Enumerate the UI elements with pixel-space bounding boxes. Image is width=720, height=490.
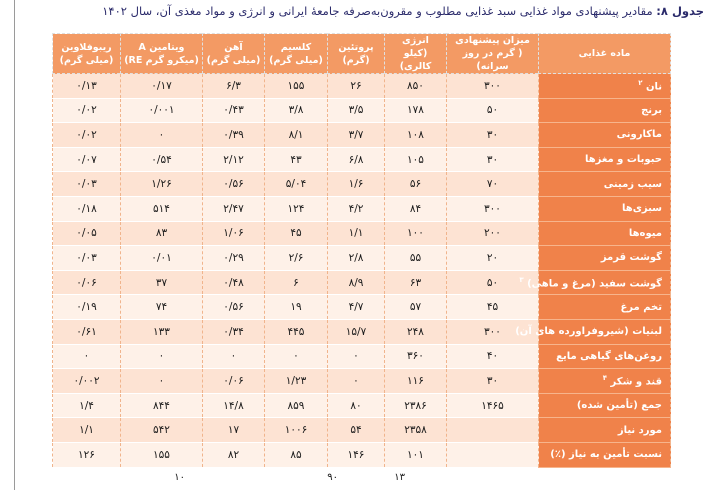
caption-text: مقادیر پیشنهادی مواد غذایی سبد غذایی مطلوب و مقرون‌به‌صرفه جامعهٔ ایرانی و انرژی و مواد مغذی آن، سال ۱۴۰۲	[102, 4, 657, 18]
iron-cell: ۰/۴۳	[203, 98, 265, 123]
food-name-cell: جمع (تأمین شده)	[539, 393, 671, 418]
calcium-cell: ۸۵۹	[265, 393, 328, 418]
header-iron: آهن (میلی گرم)	[203, 34, 265, 74]
header-row	[53, 34, 671, 74]
amount-cell	[447, 442, 539, 467]
iron-cell: ۰/۵۶	[203, 172, 265, 197]
food-name-cell: روغن‌های گیاهی مایع	[539, 344, 671, 369]
energy-cell: ۱۰۵	[385, 147, 447, 172]
food-name-cell: سبزی‌ها	[539, 196, 671, 221]
vitamin-a-cell: ۵۴۲	[121, 418, 203, 443]
table-row	[53, 196, 671, 221]
iron-cell: ۸۲	[203, 442, 265, 467]
vitamin-a-cell: ۰/۱۷	[121, 74, 203, 99]
iron-cell: ۰	[203, 344, 265, 369]
caption-label: جدول ۸:	[656, 4, 704, 18]
vitamin-a-cell: ۸۳	[121, 221, 203, 246]
riboflavin-cell: ۰/۰۲	[53, 98, 121, 123]
food-name-cell: مورد نیاز	[539, 418, 671, 443]
vitamin-a-cell: ۰/۰۱	[121, 246, 203, 271]
protein-cell: ۶/۸	[328, 147, 385, 172]
protein-cell: ۸/۹	[328, 270, 385, 295]
vitamin-a-cell: ۰	[121, 369, 203, 394]
calcium-cell: ۱۵۵	[265, 74, 328, 99]
food-name-cell: میوه‌ها	[539, 221, 671, 246]
calcium-cell: ۴۵	[265, 221, 328, 246]
energy-cell: ۸۵۰	[385, 74, 447, 99]
vitamin-a-cell: ۰	[121, 123, 203, 148]
protein-cell: ۱۴۶	[328, 442, 385, 467]
food-name-cell: گوشت سفید (مرغ و ماهی) $^۳$	[539, 270, 671, 295]
protein-cell: ۱/۱	[328, 221, 385, 246]
protein-cell: ۸۰	[328, 393, 385, 418]
riboflavin-cell: ۰/۱۸	[53, 196, 121, 221]
table-row	[53, 393, 671, 418]
calcium-cell: ۱/۲۳	[265, 369, 328, 394]
amount-cell: ۱۴۶۵	[447, 393, 539, 418]
header-riboflavin: ریبوفلاوین (میلی گرم)	[53, 34, 121, 74]
cutoff-row	[52, 470, 670, 490]
table-row	[53, 172, 671, 197]
table-row	[53, 147, 671, 172]
food-name-cell: تخم مرغ	[539, 295, 671, 320]
food-name-cell: نسبت تأمین به نیاز (٪)	[539, 442, 671, 467]
riboflavin-cell: ۰/۱۹	[53, 295, 121, 320]
amount-cell: ۴۰	[447, 344, 539, 369]
riboflavin-cell: ۰/۰۷	[53, 147, 121, 172]
amount-cell: ۷۰	[447, 172, 539, 197]
table-row	[53, 123, 671, 148]
vitamin-a-cell: ۱۵۵	[121, 442, 203, 467]
calcium-cell: ۴۳	[265, 147, 328, 172]
cutoff-vitamin-a: ۱۰	[174, 472, 185, 483]
protein-cell: ۴/۲	[328, 196, 385, 221]
vitamin-a-cell: ۰/۵۴	[121, 147, 203, 172]
table-row	[53, 221, 671, 246]
energy-cell: ۱۰۸	[385, 123, 447, 148]
iron-cell: ۰/۰۶	[203, 369, 265, 394]
table-row	[53, 418, 671, 443]
nutrition-table	[52, 33, 671, 468]
vitamin-a-cell: ۰	[121, 344, 203, 369]
iron-cell: ۰/۳۹	[203, 123, 265, 148]
iron-cell: ۱۷	[203, 418, 265, 443]
amount-cell: ۲۰	[447, 246, 539, 271]
food-name-cell: لبنیات (شیروفراورده های آن)	[539, 319, 671, 344]
nutrition-table-container	[52, 33, 670, 468]
cutoff-protein: ۱۳	[394, 472, 405, 483]
vitamin-a-cell: ۰/۰۰۱	[121, 98, 203, 123]
protein-cell: ۵۴	[328, 418, 385, 443]
energy-cell: ۵۵	[385, 246, 447, 271]
protein-cell: ۰	[328, 344, 385, 369]
amount-cell: ۵۰	[447, 98, 539, 123]
calcium-cell: ۱۲۴	[265, 196, 328, 221]
energy-cell: ۸۴	[385, 196, 447, 221]
cutoff-calcium: ۹۰	[327, 472, 338, 483]
food-name-cell: گوشت قرمز	[539, 246, 671, 271]
riboflavin-cell: ۰/۶۱	[53, 319, 121, 344]
vitamin-a-cell: ۸۴۴	[121, 393, 203, 418]
amount-cell: ۳۰	[447, 123, 539, 148]
table-caption	[20, 4, 704, 18]
calcium-cell: ۳/۸	[265, 98, 328, 123]
protein-cell: ۱/۶	[328, 172, 385, 197]
table-body	[53, 74, 671, 468]
iron-cell: ۰/۳۴	[203, 319, 265, 344]
iron-cell: ۰/۲۹	[203, 246, 265, 271]
amount-cell: ۳۰۰	[447, 196, 539, 221]
table-row	[53, 442, 671, 467]
iron-cell: ۱/۰۶	[203, 221, 265, 246]
riboflavin-cell: ۰	[53, 344, 121, 369]
header-vitamin-a: ویتامین A (میکرو گرم RE)	[121, 34, 203, 74]
header-energy: انرژی (کیلو کالری)	[385, 34, 447, 74]
table-header	[53, 34, 671, 74]
amount-cell: ۳۰	[447, 369, 539, 394]
energy-cell: ۲۳۵۸	[385, 418, 447, 443]
vitamin-a-cell: ۵۱۴	[121, 196, 203, 221]
amount-cell: ۴۵	[447, 295, 539, 320]
energy-cell: ۵۷	[385, 295, 447, 320]
amount-cell: ۳۰۰	[447, 74, 539, 99]
energy-cell: ۱۷۸	[385, 98, 447, 123]
calcium-cell: ۱۰۰۶	[265, 418, 328, 443]
vitamin-a-cell: ۷۴	[121, 295, 203, 320]
riboflavin-cell: ۱۲۶	[53, 442, 121, 467]
calcium-cell: ۱۹	[265, 295, 328, 320]
table-row	[53, 295, 671, 320]
iron-cell: ۶/۳	[203, 74, 265, 99]
energy-cell: ۶۳	[385, 270, 447, 295]
table-row	[53, 319, 671, 344]
protein-cell: ۲۶	[328, 74, 385, 99]
calcium-cell: ۶	[265, 270, 328, 295]
energy-cell: ۱۰۰	[385, 221, 447, 246]
calcium-cell: ۸/۱	[265, 123, 328, 148]
energy-cell: ۱۰۱	[385, 442, 447, 467]
protein-cell: ۳/۷	[328, 123, 385, 148]
amount-cell: ۳۰	[447, 147, 539, 172]
table-row	[53, 270, 671, 295]
page-margin-line	[14, 0, 15, 490]
iron-cell: ۲/۴۷	[203, 196, 265, 221]
table-row	[53, 98, 671, 123]
riboflavin-cell: ۰/۰۶	[53, 270, 121, 295]
protein-cell: ۴/۷	[328, 295, 385, 320]
calcium-cell: ۴۴۵	[265, 319, 328, 344]
energy-cell: ۲۴۸	[385, 319, 447, 344]
amount-cell: ۲۰۰	[447, 221, 539, 246]
calcium-cell: ۰	[265, 344, 328, 369]
header-food: ماده غذایی	[539, 34, 671, 74]
vitamin-a-cell: ۱/۲۶	[121, 172, 203, 197]
food-name-cell: سیب زمینی	[539, 172, 671, 197]
protein-cell: ۰	[328, 369, 385, 394]
riboflavin-cell: ۰/۱۳	[53, 74, 121, 99]
riboflavin-cell: ۰/۰۳	[53, 172, 121, 197]
amount-cell: ۳۰۰	[447, 319, 539, 344]
header-protein: پروتئین (گرم)	[328, 34, 385, 74]
food-name-cell: نان $^۲$	[539, 74, 671, 99]
food-name-cell: برنج	[539, 98, 671, 123]
riboflavin-cell: ۰/۰۲	[53, 123, 121, 148]
footnote-marker: ۴	[602, 374, 608, 383]
footnote-marker: ۳	[519, 275, 524, 284]
energy-cell: ۳۶۰	[385, 344, 447, 369]
header-amount: میزان پیشنهادی ( گرم در روز سرانه)	[447, 34, 539, 74]
protein-cell: ۲/۸	[328, 246, 385, 271]
energy-cell: ۵۶	[385, 172, 447, 197]
riboflavin-cell: ۰/۰۰۲	[53, 369, 121, 394]
calcium-cell: ۸۵	[265, 442, 328, 467]
table-row	[53, 74, 671, 99]
table-row	[53, 369, 671, 394]
food-name-cell: قند و شکر $^۴$	[539, 369, 671, 394]
iron-cell: ۲/۱۲	[203, 147, 265, 172]
header-calcium: کلسیم (میلی گرم)	[265, 34, 328, 74]
food-name-cell: ماکارونی	[539, 123, 671, 148]
iron-cell: ۰/۵۶	[203, 295, 265, 320]
food-name-cell: حبوبات و مغزها	[539, 147, 671, 172]
vitamin-a-cell: ۱۳۳	[121, 319, 203, 344]
protein-cell: ۱۵/۷	[328, 319, 385, 344]
table-row	[53, 246, 671, 271]
riboflavin-cell: ۱/۴	[53, 393, 121, 418]
footnote-marker: ۲	[638, 79, 643, 88]
energy-cell: ۱۱۶	[385, 369, 447, 394]
protein-cell: ۳/۵	[328, 98, 385, 123]
calcium-cell: ۲/۶	[265, 246, 328, 271]
calcium-cell: ۵/۰۴	[265, 172, 328, 197]
riboflavin-cell: ۱/۱	[53, 418, 121, 443]
riboflavin-cell: ۰/۰۳	[53, 246, 121, 271]
table-row	[53, 344, 671, 369]
amount-cell: ۵۰	[447, 270, 539, 295]
riboflavin-cell: ۰/۰۵	[53, 221, 121, 246]
iron-cell: ۱۴/۸	[203, 393, 265, 418]
energy-cell: ۲۳۸۶	[385, 393, 447, 418]
iron-cell: ۰/۴۸	[203, 270, 265, 295]
vitamin-a-cell: ۳۷	[121, 270, 203, 295]
amount-cell	[447, 418, 539, 443]
